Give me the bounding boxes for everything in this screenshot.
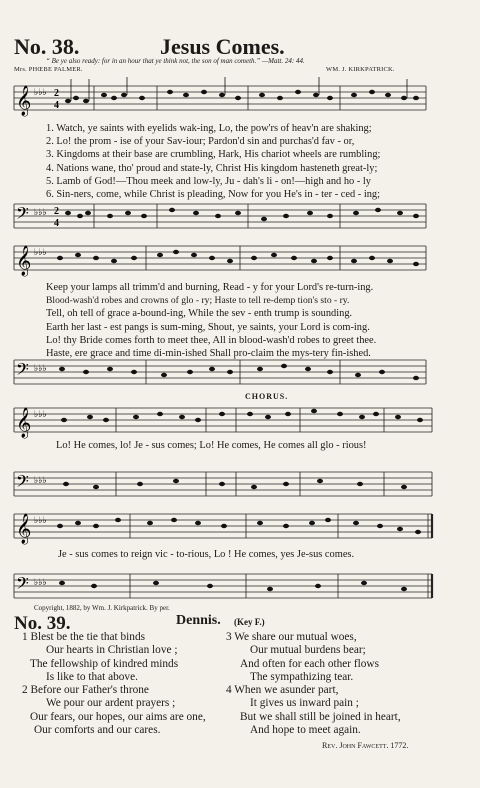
verse-line: Haste, ere grace and time di-min-ished Shall pro-claim the mys-tery fin-ished. <box>46 348 371 360</box>
stanza-line: 1 Blest be the tie that binds <box>22 631 145 643</box>
verse-line: Keep your lamps all trimm'd and burning, Read - y for your Lord's re-turn-ing. <box>46 282 374 293</box>
hymn-number: No. 38. <box>14 34 80 59</box>
verse-line: 5. Lamb of God!—Thou meek and low-ly, Ju - dah's li - on!—high and ho - ly <box>46 175 371 187</box>
stanza-line: Our mutual burdens bear; <box>250 644 366 657</box>
verse-lines-part-1 <box>46 122 380 201</box>
chorus-heading: CHORUS. <box>245 392 289 401</box>
treble-staff-system-2 <box>0 240 480 280</box>
author-credit: Rev. John Fawcett. 1772. <box>322 741 409 750</box>
svg-text:♭♭♭: ♭♭♭ <box>34 363 47 373</box>
svg-text:𝄞: 𝄞 <box>16 246 32 275</box>
stanza-line: Is like to that above. <box>46 670 138 683</box>
stanza-line: We pour our ardent prayers ; <box>46 697 176 710</box>
verse-line: 6. Sin-ners, come, while Christ is pleading, Now for you He's in - ter - ced - ing; <box>46 189 381 201</box>
scripture-epigraph: “ Be ye also ready: for in an hour that ye think not, the son of man cometh.” —Matt. 24: 44. <box>46 57 305 65</box>
stanza-line: 4 When we asunder part, <box>226 684 339 697</box>
svg-text:2: 2 <box>54 206 59 217</box>
verse-line: 1. Watch, ye saints with eyelids wak-ing, Lo, the pow'rs of heav'n are shaking; <box>46 123 372 134</box>
stanza-column-right <box>226 631 401 737</box>
copyright-notice: Copyright, 1882, by Wm. J. Kirkpatrick. By per. <box>34 604 170 612</box>
treble-staff-system-1 <box>0 74 480 124</box>
bass-staff-chorus-2 <box>0 566 480 606</box>
stanza-2 <box>22 684 206 737</box>
svg-text:♭♭♭: ♭♭♭ <box>34 475 47 485</box>
chorus-lyric-line-2: Je - sus comes to reign vic - to-rious, Lo ! He comes, yes Je-sus comes. <box>58 549 355 560</box>
key-indicator: (Key F.) <box>234 617 265 627</box>
chorus-lyric-line-1: Lo! He comes, lo! Je - sus comes; Lo! He comes, He comes all glo - rious! <box>56 440 367 451</box>
stanza-1 <box>22 631 206 684</box>
stanza-line: Our hearts in Christian love ; <box>46 644 178 657</box>
verse-line: Earth her last - est pangs is sum-ming, Shout, ye saints, your Lord is com-ing. <box>46 321 370 333</box>
svg-text:♭♭♭: ♭♭♭ <box>34 515 47 525</box>
stanza-line: The fellowship of kindred minds <box>30 657 179 670</box>
stanza-line: And hope to meet again. <box>250 724 361 737</box>
hymn-title: Jesus Comes. <box>160 34 285 59</box>
bass-staff-system-1 <box>0 198 480 242</box>
svg-text:𝄢: 𝄢 <box>16 575 29 597</box>
verse-line: 4. Nations wane, tho' proud and state-ly, Christ His kingdom hasteneth great-ly; <box>46 162 378 174</box>
svg-text:♭♭♭: ♭♭♭ <box>34 577 47 587</box>
composer-credit: WM. J. KIRKPATRICK. <box>326 66 395 73</box>
svg-text:𝄢: 𝄢 <box>16 361 29 383</box>
svg-text:𝄞: 𝄞 <box>16 514 32 543</box>
svg-text:𝄞: 𝄞 <box>16 408 32 437</box>
svg-text:𝄢: 𝄢 <box>16 473 29 495</box>
tune-name: Dennis. <box>176 613 221 628</box>
svg-text:2: 2 <box>54 88 59 99</box>
stanza-line: But we shall still be joined in heart, <box>240 710 401 723</box>
svg-text:♭♭♭: ♭♭♭ <box>34 409 47 419</box>
bass-staff-system-2 <box>0 354 480 394</box>
verse-line: Tell, oh tell of grace a-bound-ing, While the sev - enth trump is sounding. <box>46 308 353 320</box>
stanza-line: It gives us inward pain ; <box>250 697 359 710</box>
stanza-line: And often for each other flows <box>240 657 379 670</box>
bass-staff-chorus-1 <box>0 466 480 506</box>
verse-lines-part-2 <box>46 281 376 360</box>
svg-text:4: 4 <box>54 218 59 229</box>
verse-line: 2. Lo! the prom - ise of your Sav-iour; Pardon'd sin and purchas'd fav - or, <box>46 136 355 148</box>
stanza-line: Our fears, our hopes, our aims are one, <box>30 710 206 723</box>
svg-text:♭♭♭: ♭♭♭ <box>34 207 47 217</box>
svg-text:♭♭♭: ♭♭♭ <box>34 87 47 97</box>
stanza-line: 3 We share our mutual woes, <box>226 631 357 643</box>
lyricist-credit: Mrs. PHŒBE PALMER. <box>14 66 83 73</box>
svg-text:4: 4 <box>54 100 59 111</box>
verse-line: Blood-wash'd robes and crowns of glo - ry; Haste to tell re-demp tion's sto - ry. <box>46 295 350 307</box>
hymn-number-39: No. 39. <box>14 613 71 634</box>
svg-text:♭♭♭: ♭♭♭ <box>34 247 47 257</box>
treble-staff-chorus-2 <box>0 508 480 548</box>
stanza-3 <box>226 631 401 684</box>
svg-text:𝄞: 𝄞 <box>16 86 32 115</box>
stanza-line: 2 Before our Father's throne <box>22 684 149 697</box>
stanza-column-left <box>22 631 206 737</box>
stanza-4 <box>226 684 401 737</box>
verse-line: Lo! thy Bride comes forth to meet thee, All in blood-wash'd robes to greet thee. <box>46 334 377 346</box>
svg-text:𝄢: 𝄢 <box>16 205 29 227</box>
stanza-line: The sympathizing tear. <box>250 670 354 683</box>
verse-line: 3. Kingdoms at their base are crumbling, Hark, His chariot wheels are rumbling; <box>46 149 381 161</box>
treble-staff-chorus-1 <box>0 400 480 440</box>
stanza-line: Our comforts and our cares. <box>34 724 161 737</box>
